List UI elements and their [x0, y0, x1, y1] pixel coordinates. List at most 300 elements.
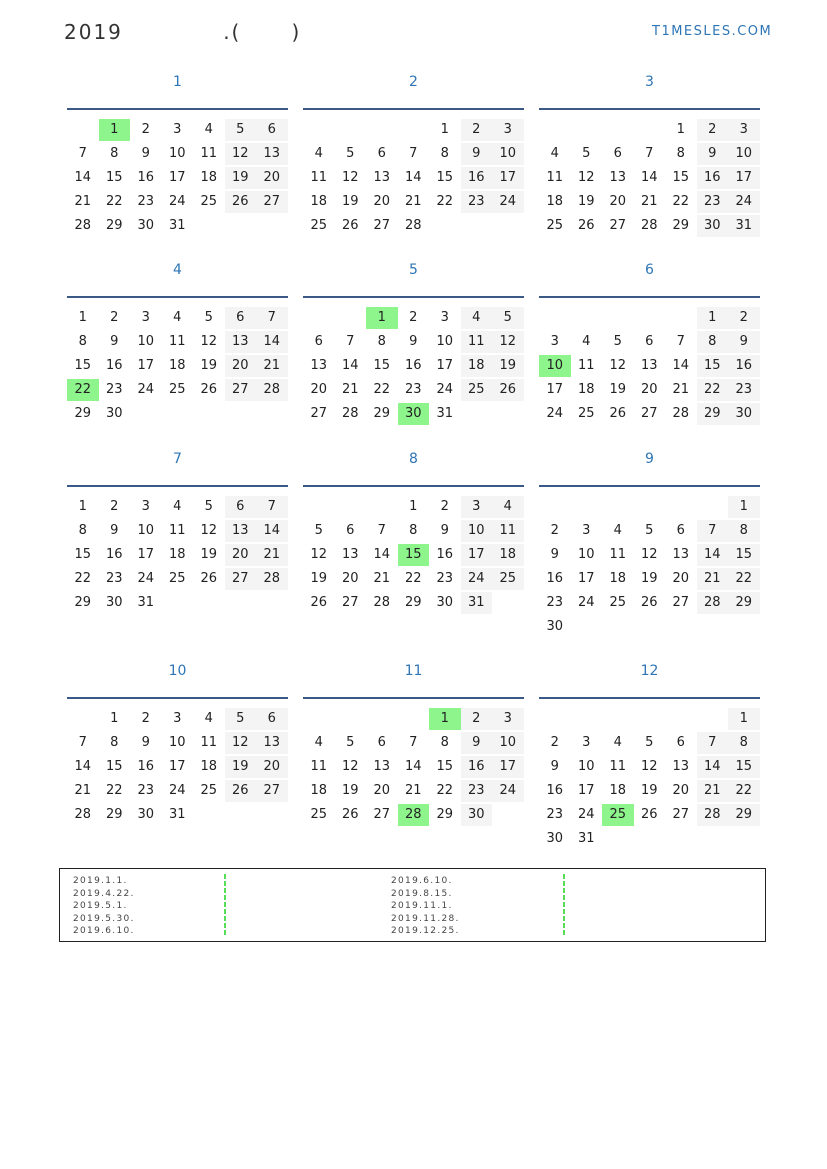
day-cell: 9 [110, 334, 119, 349]
day-cell: 23 [546, 807, 564, 822]
day-cell: 17 [492, 167, 524, 189]
month-rule [67, 485, 288, 487]
day-cell: 23 [436, 571, 454, 586]
day-cell: 19 [310, 571, 328, 586]
day-cell: 1 [366, 307, 398, 329]
day-cell: 13 [609, 170, 627, 185]
day-cell: 4 [204, 122, 213, 137]
day-cell: 8 [110, 735, 119, 750]
legend-item: 2019.4.22. [73, 888, 135, 899]
day-cell: 5 [346, 735, 355, 750]
day-cell: 2 [550, 523, 559, 538]
day-cell: 28 [74, 807, 92, 822]
day-cell: 11 [200, 735, 218, 750]
day-cell: 19 [225, 756, 257, 778]
day-cell: 28 [404, 218, 422, 233]
day-cell: 14 [341, 358, 359, 373]
day-cell: 3 [440, 310, 449, 325]
holiday-legend [59, 868, 766, 942]
day-cell: 17 [137, 358, 155, 373]
day-cell: 25 [602, 804, 634, 826]
day-cell: 3 [461, 496, 493, 518]
day-cell: 6 [676, 735, 685, 750]
day-cell: 15 [728, 756, 760, 778]
day-cell: 10 [168, 735, 186, 750]
day-cell: 18 [200, 759, 218, 774]
day-cell: 2 [550, 735, 559, 750]
day-cell: 25 [168, 571, 186, 586]
day-cell: 1 [409, 499, 418, 514]
day-cell: 30 [398, 403, 430, 425]
day-cell: 17 [546, 382, 564, 397]
day-cell: 21 [74, 783, 92, 798]
day-cell: 29 [105, 218, 123, 233]
legend-divider-left [224, 874, 226, 936]
day-cell: 11 [609, 759, 627, 774]
day-cell: 7 [346, 334, 355, 349]
day-cell: 10 [137, 334, 155, 349]
day-cell: 1 [78, 499, 87, 514]
day-cell: 10 [137, 523, 155, 538]
day-cell: 16 [546, 783, 564, 798]
day-cell: 14 [697, 544, 729, 566]
day-cell: 27 [256, 191, 288, 213]
page-title: 2019 .( ) [64, 20, 302, 44]
day-cell: 19 [609, 382, 627, 397]
day-cell: 3 [582, 523, 591, 538]
day-cell: 25 [461, 379, 493, 401]
day-cell: 9 [461, 143, 493, 165]
day-cell: 6 [225, 307, 257, 329]
day-cell: 10 [436, 334, 454, 349]
day-cell: 14 [74, 170, 92, 185]
day-cell: 13 [310, 358, 328, 373]
day-cell: 24 [577, 595, 595, 610]
day-cell: 9 [110, 523, 119, 538]
day-cell: 20 [640, 382, 658, 397]
day-cell: 30 [105, 595, 123, 610]
day-cell: 28 [697, 592, 729, 614]
day-cell: 18 [492, 544, 524, 566]
day-cell: 5 [314, 523, 323, 538]
day-cell: 5 [204, 310, 213, 325]
day-cell: 4 [613, 735, 622, 750]
day-cell: 16 [137, 759, 155, 774]
month-rule [303, 108, 524, 110]
day-cell: 4 [173, 310, 182, 325]
day-cell: 7 [256, 496, 288, 518]
day-cell: 2 [141, 122, 150, 137]
day-cell: 13 [640, 358, 658, 373]
day-cell: 11 [310, 170, 328, 185]
day-cell: 2 [110, 310, 119, 325]
day-cell: 14 [640, 170, 658, 185]
day-cell: 23 [546, 595, 564, 610]
day-cell: 22 [728, 780, 760, 802]
day-cell: 2 [110, 499, 119, 514]
day-cell: 23 [137, 783, 155, 798]
month-rule [539, 108, 760, 110]
legend-item: 2019.12.25. [391, 926, 460, 936]
day-cell: 16 [137, 170, 155, 185]
day-cell: 27 [341, 595, 359, 610]
day-cell: 21 [373, 571, 391, 586]
legend-item: 2019.1.1. [73, 876, 128, 886]
day-cell: 29 [105, 807, 123, 822]
day-cell: 12 [341, 170, 359, 185]
day-cell: 13 [672, 547, 690, 562]
day-cell: 27 [225, 379, 257, 401]
day-cell: 15 [105, 170, 123, 185]
day-cell: 22 [105, 194, 123, 209]
day-cell: 9 [550, 547, 559, 562]
day-cell: 8 [110, 146, 119, 161]
day-cell: 29 [373, 406, 391, 421]
month-title: 12 [640, 663, 659, 679]
day-cell: 26 [341, 218, 359, 233]
day-cell: 16 [105, 547, 123, 562]
day-cell: 8 [377, 334, 386, 349]
day-cell: 19 [640, 571, 658, 586]
day-cell: 21 [256, 544, 288, 566]
day-cell: 31 [728, 215, 760, 237]
day-cell: 5 [582, 146, 591, 161]
day-cell: 8 [440, 735, 449, 750]
day-cell: 11 [577, 358, 595, 373]
day-cell: 11 [310, 759, 328, 774]
day-cell: 27 [640, 406, 658, 421]
day-cell: 4 [492, 496, 524, 518]
day-cell: 22 [105, 783, 123, 798]
day-cell: 30 [137, 807, 155, 822]
month-rule [303, 296, 524, 298]
day-cell: 18 [310, 783, 328, 798]
day-cell: 6 [225, 496, 257, 518]
day-cell: 24 [728, 191, 760, 213]
day-cell: 11 [609, 547, 627, 562]
day-cell: 8 [728, 520, 760, 542]
month-rule [539, 697, 760, 699]
day-cell: 10 [492, 143, 524, 165]
day-cell: 4 [550, 146, 559, 161]
day-cell: 30 [697, 215, 729, 237]
day-cell: 5 [645, 523, 654, 538]
day-cell: 7 [409, 146, 418, 161]
day-cell: 13 [225, 331, 257, 353]
day-cell: 5 [225, 708, 257, 730]
day-cell: 7 [676, 334, 685, 349]
day-cell: 8 [728, 732, 760, 754]
day-cell: 26 [341, 807, 359, 822]
day-cell: 3 [492, 119, 524, 141]
day-cell: 4 [173, 499, 182, 514]
day-cell: 27 [373, 218, 391, 233]
day-cell: 4 [461, 307, 493, 329]
day-cell: 20 [373, 783, 391, 798]
day-cell: 10 [492, 732, 524, 754]
day-cell: 13 [373, 170, 391, 185]
day-cell: 3 [550, 334, 559, 349]
site-brand[interactable]: T1MESLES.COM [652, 24, 773, 39]
day-cell: 19 [225, 167, 257, 189]
day-cell: 19 [341, 194, 359, 209]
day-cell: 9 [550, 759, 559, 774]
day-cell: 13 [256, 732, 288, 754]
day-cell: 28 [256, 568, 288, 590]
day-cell: 24 [546, 406, 564, 421]
legend-item: 2019.11.28. [391, 913, 460, 924]
day-cell: 19 [200, 358, 218, 373]
day-cell: 1 [697, 307, 729, 329]
day-cell: 8 [409, 523, 418, 538]
day-cell: 16 [697, 167, 729, 189]
legend-item: 2019.6.10. [73, 926, 135, 936]
day-cell: 15 [74, 358, 92, 373]
day-cell: 18 [168, 358, 186, 373]
day-cell: 27 [256, 780, 288, 802]
day-cell: 1 [429, 708, 461, 730]
day-cell: 28 [697, 804, 729, 826]
day-cell: 7 [409, 735, 418, 750]
day-cell: 22 [672, 194, 690, 209]
legend-column-right [391, 875, 460, 938]
day-cell: 4 [314, 735, 323, 750]
day-cell: 7 [256, 307, 288, 329]
day-cell: 6 [613, 146, 622, 161]
day-cell: 6 [256, 708, 288, 730]
day-cell: 21 [404, 194, 422, 209]
day-cell: 12 [341, 759, 359, 774]
day-cell: 28 [341, 406, 359, 421]
day-cell: 15 [373, 358, 391, 373]
day-cell: 24 [168, 783, 186, 798]
day-cell: 21 [697, 780, 729, 802]
day-cell: 5 [346, 146, 355, 161]
day-cell: 5 [492, 307, 524, 329]
day-cell: 20 [672, 783, 690, 798]
day-cell: 8 [78, 334, 87, 349]
day-cell: 21 [341, 382, 359, 397]
day-cell: 16 [105, 358, 123, 373]
day-cell: 9 [440, 523, 449, 538]
day-cell: 14 [404, 170, 422, 185]
day-cell: 3 [492, 708, 524, 730]
day-cell: 27 [225, 568, 257, 590]
day-cell: 6 [314, 334, 323, 349]
day-cell: 20 [225, 544, 257, 566]
day-cell: 9 [728, 331, 760, 353]
month-title: 6 [645, 262, 654, 278]
legend-item: 2019.5.30. [73, 913, 135, 924]
day-cell: 9 [141, 146, 150, 161]
day-cell: 1 [728, 708, 760, 730]
day-cell: 10 [539, 355, 571, 377]
day-cell: 20 [256, 756, 288, 778]
day-cell: 16 [436, 547, 454, 562]
legend-item: 2019.6.10. [391, 876, 453, 886]
day-cell: 10 [577, 759, 595, 774]
day-cell: 24 [492, 780, 524, 802]
day-cell: 20 [256, 167, 288, 189]
day-cell: 19 [640, 783, 658, 798]
day-cell: 25 [200, 194, 218, 209]
day-cell: 19 [200, 547, 218, 562]
month-rule [67, 108, 288, 110]
day-cell: 30 [105, 406, 123, 421]
day-cell: 29 [404, 595, 422, 610]
day-cell: 22 [373, 382, 391, 397]
day-cell: 22 [436, 783, 454, 798]
day-cell: 5 [225, 119, 257, 141]
day-cell: 31 [436, 406, 454, 421]
day-cell: 20 [225, 355, 257, 377]
day-cell: 25 [577, 406, 595, 421]
day-cell: 8 [697, 331, 729, 353]
day-cell: 2 [141, 711, 150, 726]
month-title: 2 [409, 74, 418, 90]
day-cell: 3 [173, 122, 182, 137]
day-cell: 24 [137, 571, 155, 586]
day-cell: 28 [74, 218, 92, 233]
day-cell: 4 [314, 146, 323, 161]
day-cell: 22 [697, 379, 729, 401]
day-cell: 17 [577, 571, 595, 586]
day-cell: 24 [137, 382, 155, 397]
day-cell: 15 [74, 547, 92, 562]
day-cell: 25 [310, 218, 328, 233]
day-cell: 25 [609, 595, 627, 610]
day-cell: 16 [728, 355, 760, 377]
day-cell: 7 [78, 735, 87, 750]
day-cell: 26 [492, 379, 524, 401]
day-cell: 14 [404, 759, 422, 774]
day-cell: 15 [672, 170, 690, 185]
month-title: 7 [173, 451, 182, 467]
day-cell: 13 [373, 759, 391, 774]
day-cell: 22 [728, 568, 760, 590]
day-cell: 29 [728, 592, 760, 614]
day-cell: 21 [256, 355, 288, 377]
day-cell: 31 [168, 218, 186, 233]
day-cell: 11 [168, 334, 186, 349]
day-cell: 30 [436, 595, 454, 610]
day-cell: 21 [640, 194, 658, 209]
day-cell: 14 [74, 759, 92, 774]
day-cell: 4 [613, 523, 622, 538]
day-cell: 20 [373, 194, 391, 209]
day-cell: 17 [168, 170, 186, 185]
day-cell: 15 [436, 170, 454, 185]
day-cell: 30 [137, 218, 155, 233]
day-cell: 6 [346, 523, 355, 538]
month-title: 11 [404, 663, 423, 679]
day-cell: 23 [728, 379, 760, 401]
day-cell: 1 [99, 119, 131, 141]
day-cell: 26 [225, 191, 257, 213]
day-cell: 29 [672, 218, 690, 233]
day-cell: 13 [256, 143, 288, 165]
day-cell: 10 [577, 547, 595, 562]
day-cell: 2 [461, 119, 493, 141]
month-title: 9 [645, 451, 654, 467]
day-cell: 16 [461, 167, 493, 189]
day-cell: 18 [577, 382, 595, 397]
day-cell: 8 [676, 146, 685, 161]
day-cell: 1 [110, 711, 119, 726]
day-cell: 15 [728, 544, 760, 566]
day-cell: 31 [137, 595, 155, 610]
day-cell: 12 [310, 547, 328, 562]
day-cell: 26 [310, 595, 328, 610]
day-cell: 2 [409, 310, 418, 325]
day-cell: 20 [609, 194, 627, 209]
day-cell: 21 [404, 783, 422, 798]
month-rule [539, 485, 760, 487]
day-cell: 29 [74, 595, 92, 610]
day-cell: 6 [645, 334, 654, 349]
day-cell: 8 [78, 523, 87, 538]
day-cell: 9 [697, 143, 729, 165]
day-cell: 2 [461, 708, 493, 730]
day-cell: 12 [577, 170, 595, 185]
day-cell: 14 [373, 547, 391, 562]
day-cell: 3 [141, 499, 150, 514]
day-cell: 8 [440, 146, 449, 161]
day-cell: 22 [436, 194, 454, 209]
day-cell: 3 [173, 711, 182, 726]
day-cell: 9 [409, 334, 418, 349]
day-cell: 31 [168, 807, 186, 822]
day-cell: 24 [168, 194, 186, 209]
day-cell: 5 [204, 499, 213, 514]
month-rule [303, 697, 524, 699]
day-cell: 3 [141, 310, 150, 325]
day-cell: 13 [341, 547, 359, 562]
month-rule [539, 296, 760, 298]
day-cell: 4 [204, 711, 213, 726]
day-cell: 16 [404, 358, 422, 373]
day-cell: 15 [436, 759, 454, 774]
day-cell: 7 [697, 732, 729, 754]
day-cell: 11 [492, 520, 524, 542]
day-cell: 22 [404, 571, 422, 586]
day-cell: 17 [461, 544, 493, 566]
day-cell: 1 [676, 122, 685, 137]
month-title: 5 [409, 262, 418, 278]
day-cell: 19 [341, 783, 359, 798]
day-cell: 19 [492, 355, 524, 377]
day-cell: 13 [225, 520, 257, 542]
day-cell: 17 [168, 759, 186, 774]
day-cell: 26 [609, 406, 627, 421]
day-cell: 20 [310, 382, 328, 397]
legend-item: 2019.5.1. [73, 901, 128, 911]
day-cell: 17 [436, 358, 454, 373]
day-cell: 28 [640, 218, 658, 233]
day-cell: 29 [697, 403, 729, 425]
legend-divider-right [563, 874, 565, 936]
day-cell: 11 [546, 170, 564, 185]
day-cell: 26 [577, 218, 595, 233]
month-rule [67, 296, 288, 298]
day-cell: 17 [492, 756, 524, 778]
legend-column-left [73, 875, 135, 938]
day-cell: 6 [256, 119, 288, 141]
legend-item: 2019.11.1. [391, 901, 453, 911]
day-cell: 5 [645, 735, 654, 750]
day-cell: 27 [373, 807, 391, 822]
day-cell: 7 [78, 146, 87, 161]
